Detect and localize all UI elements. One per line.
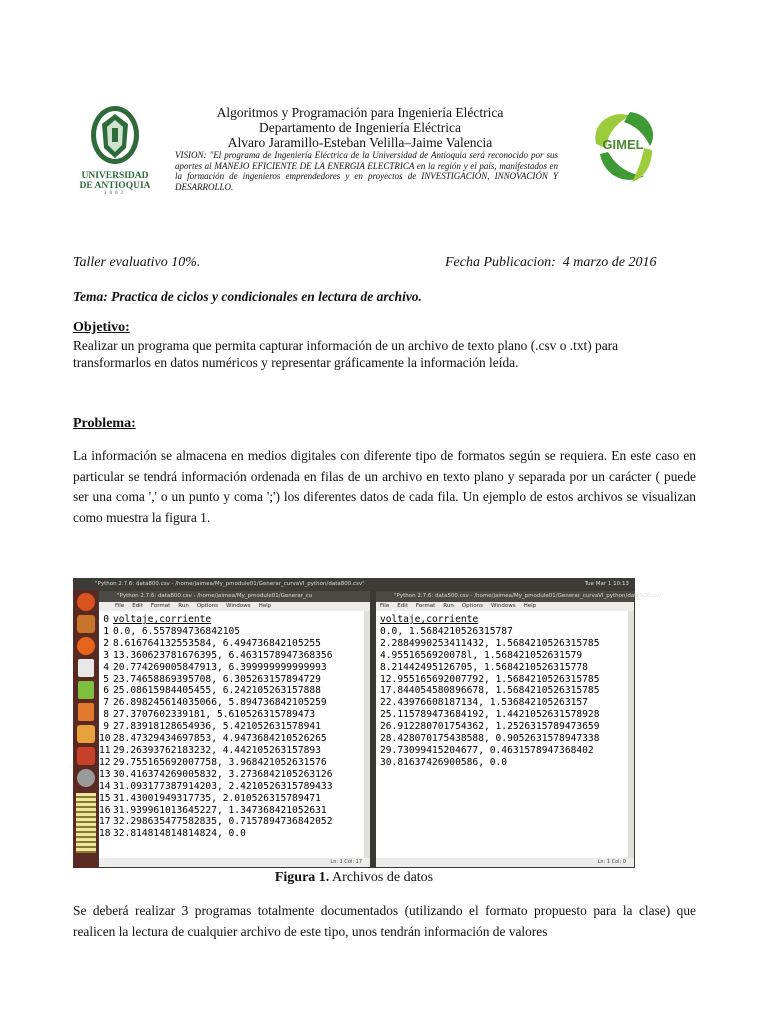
figure-caption-label: Figura 1. bbox=[274, 870, 330, 885]
code-line: 26.898245614035066, 5.894736842105259 bbox=[113, 697, 327, 709]
left-code-area[interactable] bbox=[113, 614, 333, 840]
launcher-settings-icon[interactable] bbox=[77, 769, 95, 787]
problema-text: La información se almacena en medios digitales con diferente tipo de formatos según se requiera. En este caso en particular se tendrá información ordenada en filas de un archivo en texto plano y separada por un carácter ( puede ser una coma ',' o un punto y coma ';') los diferentes datos de cada fila. Un ejemplo de estos archivos se visualizan como muestra la figura 1. bbox=[73, 448, 696, 525]
vision-text: "El programa de Ingeniería Eléctrica de la Universidad de Antioquia será reconocido por sus aportes al MANEJO EFICIENTE DE LA ENERGIA ELECTRICA en la región y el país, manifestados en la formación de ingenieros emprendedores y en proyectos de INVESTIGACIÓN, INNOVACIÓN Y DESARROLLO. bbox=[175, 150, 559, 192]
code-line: 31.43001949317735, 2.010526315789471 bbox=[113, 792, 321, 804]
course-title: Algoritmos y Programación para Ingeniería Eléctrica bbox=[216, 105, 504, 120]
fecha-value: 4 marzo de 2016 bbox=[562, 255, 657, 270]
code-line: 25.08615984405455, 6.242105263157888 bbox=[113, 685, 321, 697]
code-line: voltaje,corriente bbox=[113, 614, 212, 625]
menu-file[interactable]: File bbox=[115, 603, 125, 609]
line-number: 16 bbox=[99, 804, 111, 816]
line-number: 17 bbox=[99, 816, 111, 828]
menu-run[interactable]: Run bbox=[443, 603, 454, 609]
university-year: 1803 bbox=[104, 191, 126, 196]
left-menubar bbox=[99, 602, 370, 611]
department: Departamento de Ingeniería Eléctrica bbox=[258, 120, 461, 135]
launcher-amazon-icon[interactable] bbox=[77, 747, 95, 765]
code-line: 29.26393762183232, 4.442105263157893 bbox=[113, 744, 321, 756]
launcher-files-icon[interactable] bbox=[77, 615, 95, 633]
launcher-firefox-icon[interactable] bbox=[77, 637, 95, 655]
gimel-text: GIMEL bbox=[602, 137, 644, 152]
code-line: 22.43976608187134, 1.536842105263157 bbox=[380, 697, 588, 709]
topbar-title: "Python 2.7.6: data800.csv - /home/jaimea/My_pmodule01/Generar_curvaVI_python/data800.csv" bbox=[95, 581, 365, 587]
line-number: 2 bbox=[103, 637, 109, 649]
desktop-topbar bbox=[73, 578, 635, 590]
objetivo-heading: Objetivo: bbox=[73, 320, 130, 335]
line-number: 3 bbox=[103, 649, 109, 661]
launcher-dash-icon[interactable] bbox=[77, 593, 95, 611]
code-line: 4.9551656920078l, 1.568421052631579 bbox=[380, 649, 583, 661]
code-line: 28.47329434697853, 4.9473684210526265 bbox=[113, 733, 327, 745]
code-line: 30.81637426900586, 0.0 bbox=[380, 756, 508, 768]
code-line: 29.755165692007758, 3.968421052631576 bbox=[113, 756, 327, 768]
launcher-writer-icon[interactable] bbox=[78, 659, 94, 677]
menu-options[interactable]: Options bbox=[196, 603, 219, 609]
right-scrollbar[interactable] bbox=[628, 611, 634, 858]
menu-windows[interactable]: Windows bbox=[491, 603, 516, 609]
left-window-titlebar bbox=[99, 591, 370, 602]
left-scrollbar[interactable] bbox=[364, 611, 370, 858]
line-number: 9 bbox=[103, 721, 109, 733]
line-number: 0 bbox=[103, 614, 109, 625]
menu-edit[interactable]: Edit bbox=[397, 603, 408, 609]
problema-heading: Problema: bbox=[73, 416, 136, 431]
publication-date bbox=[445, 255, 657, 271]
code-line: 32.81481481481482​4, 0.0 bbox=[113, 828, 246, 840]
launcher-calc-icon[interactable] bbox=[78, 681, 94, 699]
line-number: 15 bbox=[99, 792, 111, 804]
right-window-title: "Python 2.7.6: data500.csv - /home/jaimea/My_pmodule01/Generar_curvaVI_python/data500.csv" bbox=[394, 593, 664, 599]
code-line: 29.73099415204677, 0.4631578947368402 bbox=[380, 744, 594, 756]
line-number: 12 bbox=[99, 756, 111, 768]
left-window-title: "Python 2.7.6: data800.csv - /home/jaimea/My_pmodule01/Generar_cu bbox=[117, 593, 313, 599]
line-number: 6 bbox=[103, 685, 109, 697]
gimel-logo bbox=[586, 104, 660, 188]
code-line: 28.428070175438588, 0.9052631578947338 bbox=[380, 733, 600, 745]
launcher-impress-icon[interactable] bbox=[78, 703, 94, 721]
menu-format[interactable]: Format bbox=[415, 603, 436, 609]
code-line: 23.74658869395708, 6.305263157894729 bbox=[113, 673, 321, 685]
left-status-text: Ln: 1 Col: 17 bbox=[330, 859, 362, 865]
line-number: 5 bbox=[103, 673, 109, 685]
code-line: 27.3707602339181, 5.610526315789473 bbox=[113, 709, 316, 721]
code-line: 8.21442495126705, 1.5684210526315778 bbox=[380, 661, 588, 673]
code-line: 8.616764132553584, 6.494736842105255 bbox=[113, 637, 321, 649]
code-line: 20.774269005847913, 6.399999999999993 bbox=[113, 661, 327, 673]
menu-help[interactable]: Help bbox=[523, 603, 537, 609]
right-status-text: Ln: 1 Col: 0 bbox=[597, 859, 626, 865]
authors: Alvaro Jaramillo-Esteban Velilla–Jaime Valencia bbox=[227, 135, 493, 150]
university-seal-icon bbox=[76, 104, 154, 166]
vision-label: VISION: bbox=[175, 150, 207, 160]
line-number: 11 bbox=[99, 744, 111, 756]
code-line: 32.298635477582835, 0.7157894736842052 bbox=[113, 816, 333, 828]
fecha-label: Fecha Publicacion: bbox=[445, 255, 556, 270]
menu-options[interactable]: Options bbox=[461, 603, 484, 609]
line-number: 4 bbox=[103, 661, 109, 673]
university-name-1: UNIVERSIDAD bbox=[81, 171, 149, 181]
right-editor-window bbox=[376, 591, 664, 867]
topic: Tema: Practica de ciclos y condicionales en lectura de archivo. bbox=[73, 289, 422, 304]
code-line: 12.955165692007792, 1.5684210526315785 bbox=[380, 673, 600, 685]
launcher-sidebar bbox=[73, 590, 98, 868]
topbar-clock: Tue Mar 1 10:13 bbox=[584, 581, 629, 587]
code-line: 27.83918128654936, 5.421052631578941 bbox=[113, 721, 321, 733]
code-line: 0.0, 1.5684210526315787 bbox=[380, 625, 513, 637]
code-line: 26.912280701754362, 1.2526315789473659 bbox=[380, 721, 600, 733]
right-statusbar bbox=[376, 858, 634, 867]
menu-edit[interactable]: Edit bbox=[132, 603, 143, 609]
line-number: 14 bbox=[99, 780, 111, 792]
left-line-gutter bbox=[99, 614, 109, 840]
code-line: 17.844054580896678, 1.5684210526315785 bbox=[380, 685, 600, 697]
code-line: 31.939961013645227, 1.347368421052631 bbox=[113, 804, 327, 816]
right-code-area[interactable] bbox=[380, 614, 600, 769]
taller-label: Taller evaluativo 10%. bbox=[73, 255, 201, 270]
objetivo-text: Realizar un programa que permita capturar información de un archivo de texto plano (.csv o .txt) para transformarlos en datos numéricos y representar gráficamente la información leída. bbox=[73, 338, 619, 370]
menu-format[interactable]: Format bbox=[150, 603, 171, 609]
launcher-store-icon[interactable] bbox=[77, 725, 95, 743]
line-number: 18 bbox=[99, 828, 111, 840]
university-logo bbox=[76, 104, 154, 196]
line-number: 1 bbox=[103, 625, 109, 637]
menu-run[interactable]: Run bbox=[178, 603, 189, 609]
figure-caption-text: Archivos de datos bbox=[329, 870, 434, 885]
right-window-titlebar bbox=[376, 591, 664, 602]
left-statusbar bbox=[99, 858, 370, 867]
figure-caption bbox=[73, 870, 635, 886]
code-line: 13.360623781676395, 6.4631578947368356 bbox=[113, 649, 333, 661]
line-number: 10 bbox=[99, 733, 111, 745]
line-number: 7 bbox=[103, 697, 109, 709]
launcher-stack-icon[interactable] bbox=[76, 793, 96, 853]
menu-help[interactable]: Help bbox=[258, 603, 272, 609]
code-line: 31.093177387914203, 2.4210526315789433 bbox=[113, 780, 333, 792]
code-line: voltaje,corriente bbox=[380, 614, 479, 625]
figure-screenshot bbox=[73, 578, 664, 868]
menu-windows[interactable]: Windows bbox=[226, 603, 251, 609]
line-number: 8 bbox=[103, 709, 109, 721]
right-menubar bbox=[376, 602, 634, 611]
code-line: 0.0, 6.557894736842105 bbox=[113, 625, 241, 637]
line-number: 13 bbox=[99, 768, 111, 780]
university-name-2: DE ANTIOQUIA bbox=[79, 181, 151, 191]
vision-statement bbox=[175, 150, 558, 192]
menu-file[interactable]: File bbox=[380, 603, 390, 609]
closing-text: Se deberá realizar 3 programas totalmente documentados (utilizando el formato propuesto para la clase) que realicen la lectura de cualquier archivo de este tipo, unos tendrán información de valores bbox=[73, 903, 696, 939]
code-line: 30.416374269005832, 3.2736842105263126 bbox=[113, 768, 333, 780]
code-line: 25.115789473684192, 1.4421052631578928 bbox=[380, 709, 600, 721]
code-line: 2.2884990253411432, 1.5684210526315785 bbox=[380, 637, 600, 649]
left-editor-window bbox=[99, 591, 370, 867]
